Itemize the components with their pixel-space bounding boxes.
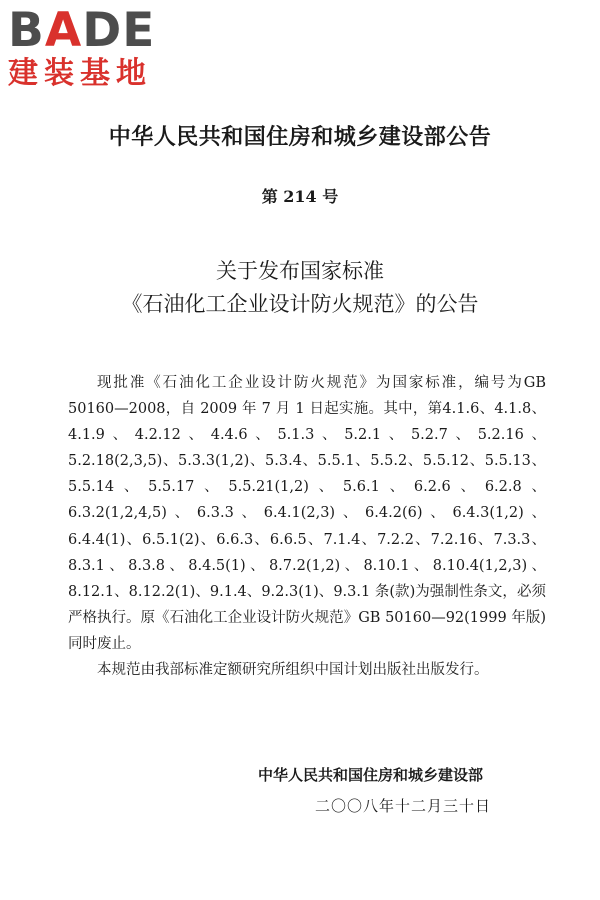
logo-letters-end: DE bbox=[82, 3, 156, 58]
logo-accent-letter: A bbox=[44, 3, 83, 58]
body-paragraph-publishing: 本规范由我部标准定额研究所组织中国计划出版社出版发行。 bbox=[97, 662, 489, 679]
document-title-line1: 关于发布国家标准 bbox=[216, 259, 384, 283]
logo-subtitle: 建装基地 bbox=[8, 56, 152, 91]
body-paragraph-approval: 现批准《石油化工企业设计防火规范》为国家标准，编号为GB 50160—2008，自 2009 年 7 月 1 日起实施。其中，第4.1.6、4.1.8、4.1.9、4.2.12、4.4.6、5.1.3、5.2.1、5.2.7、5.2.16、5.2.18(2,3,5)、5.3.3(1,2)、5.3.4、5.5.1、5.5.2、5.5.12、5.5.13、5.5.14、5.5.17、5.5.21(1,2)、5.6.1、6.2.6、6.2.8、6.3.2(1,2,4,5)、6.3.3、6.4.1(2,3)、6.4.2(6)、6.4.3(1,2)、6.4.4(1)、6.5.1(2)、6.6.3、6.6.5、7.1.4、7.2.2、7.2.16、7.3.3、8.3.1、8.3.8、8.4.5(1)、8.7.2(1,2)、8.10.1、8.10.4(1,2,3)、8.12.1、8.12.2(1)、9.1.4、9.2.3(1)、9.3.1 条(款)为强制性条文，必须严格执行。原《石油化工企业设计防火规范》GB 50160—92(1999 年版)同时废止。 bbox=[68, 375, 546, 652]
announcement-number: 第 214 号 bbox=[261, 187, 339, 206]
bade-logo bbox=[8, 3, 183, 98]
announcement-heading: 中华人民共和国住房和城乡建设部公告 bbox=[108, 125, 492, 150]
issuing-authority: 中华人民共和国住房和城乡建设部 bbox=[258, 766, 484, 784]
document-title-line2: 《石油化工企业设计防火规范》的公告 bbox=[121, 292, 479, 316]
issue-date: 二〇〇八年十二月三十日 bbox=[315, 797, 492, 815]
announcement-body bbox=[68, 370, 546, 683]
logo-letters-start: B bbox=[8, 3, 45, 58]
document-title bbox=[0, 255, 600, 321]
logo-wordmark bbox=[8, 3, 183, 58]
